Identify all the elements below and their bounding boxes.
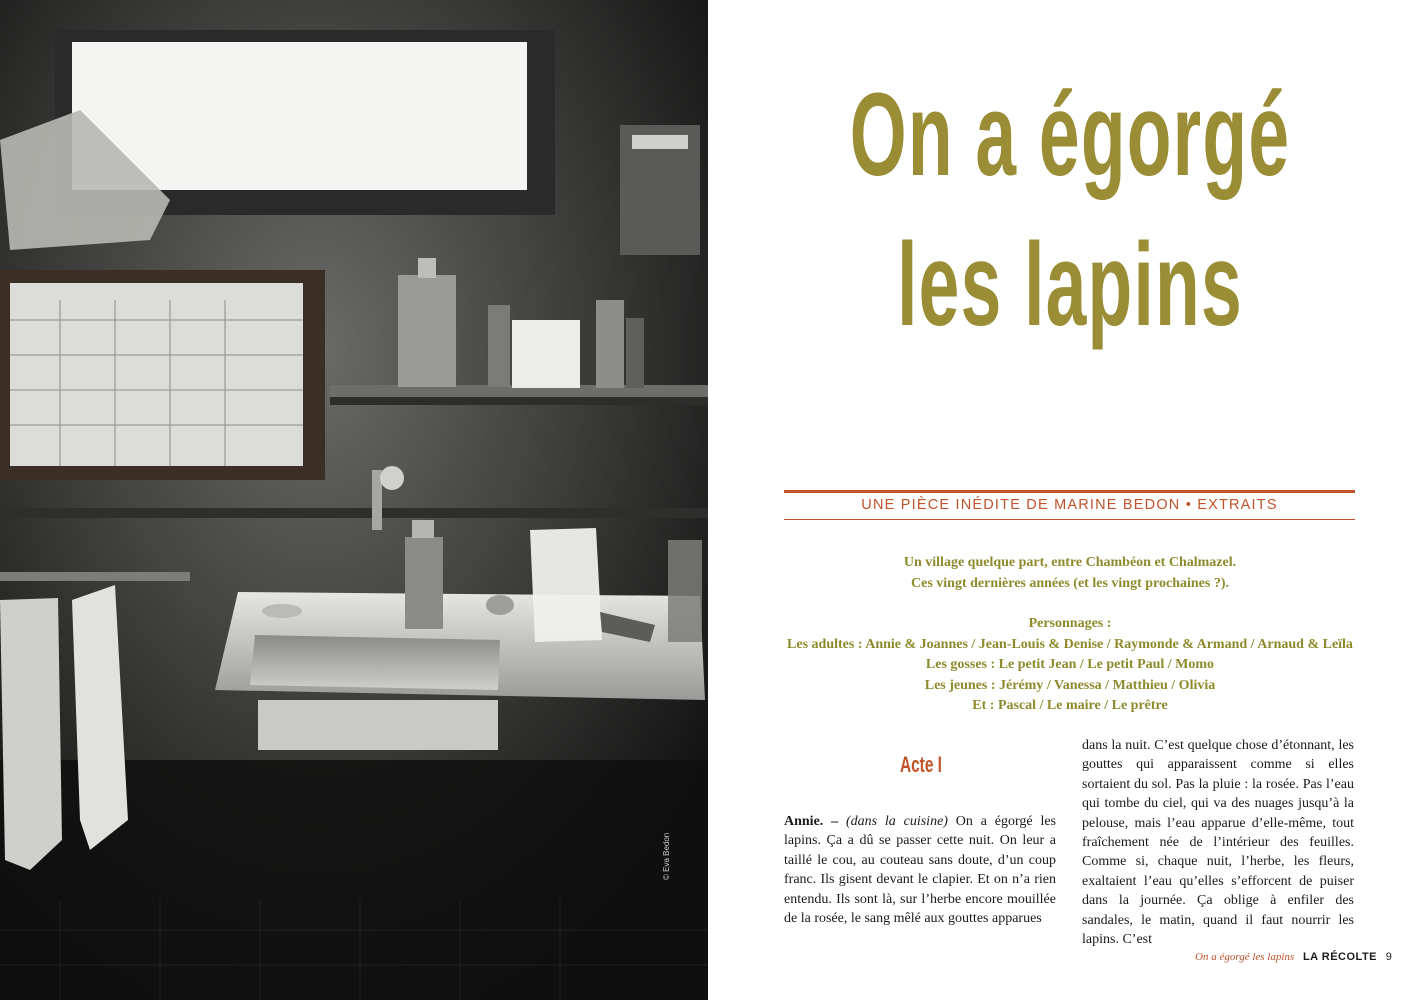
magazine-name: LA RÉCOLTE <box>1302 951 1378 963</box>
dialogue-paragraph <box>784 812 1056 928</box>
text-column-2 <box>1082 736 1354 949</box>
page-number: 9 <box>1385 951 1392 963</box>
characters-line: Les jeunes : Jérémy / Vanessa / Matthieu / Olivia <box>924 677 1216 693</box>
text-column-1 <box>784 812 1056 928</box>
characters-line: Les adultes : Annie & Joannes / Jean-Louis & Denise / Raymonde & Armand / Arnaud & Leïla <box>787 636 1353 652</box>
subtitle: UNE PIÈCE INÉDITE DE MARINE BEDON • EXTRAITS <box>861 497 1278 513</box>
setting-line: Un village quelque part, entre Chambéon et Chalmazel. <box>903 555 1237 570</box>
article-title <box>849 60 1291 360</box>
setting-line: Ces vingt dernières années (et les vingt prochaines ?). <box>911 575 1229 591</box>
photo-credit: © Eva Bedon <box>662 832 671 880</box>
subtitle-rule-bottom <box>784 519 1355 520</box>
page-footer <box>1195 951 1392 963</box>
title-line-1: On a égorgé <box>849 69 1291 201</box>
characters-line: Et : Pascal / Le maire / Le prêtre <box>972 698 1168 713</box>
photo-illustration <box>0 0 708 1000</box>
title-line-2: les lapins <box>897 219 1243 351</box>
characters-line: Les gosses : Le petit Jean / Le petit Paul / Momo <box>925 657 1215 672</box>
subtitle-rule-top <box>784 490 1355 493</box>
play-intro <box>760 553 1380 717</box>
kitchen-sink-photo <box>0 0 708 1000</box>
stage-direction: (dans la cuisine) <box>845 814 948 829</box>
act-heading: Acte I <box>900 752 942 777</box>
speaker-name: Annie. – <box>784 814 839 829</box>
spacer <box>760 594 1380 614</box>
dialogue-text: On a égorgé les lapins. Ça a dû se passer cette nuit. On leur a taillé le cou, au couteau sans doute, d’un coup franc. Ils gisent devant le clapier. Et on n’a rien entendu. Ils sont là, sur l’herbe encore mouillée de la rosée, le sang mêlé aux gouttes apparues <box>784 814 1056 927</box>
dialogue-text: dans la nuit. C’est quelque chose d’étonnant, les gouttes qui apparaissent comme si elles sortaient du sol. Pas la pluie : la rosée. Pas l’eau qui tombe du ciel, qui va des nuages jusqu’à la pelouse, mais l’eau apparue d’elle-même, tout fraîchement née de l’intérieur des feuilles. Comme si, chaque nuit, l’herbe, les fleurs, exaltaient l’eau qu’elles s’efforcent de puiser dans la journée. Ça oblige à enfiler des sandales, le matin, quand il faut nourrir les lapins. C’est <box>1082 738 1354 948</box>
characters-heading: Personnages : <box>1028 616 1112 631</box>
running-title: On a égorgé les lapins <box>1195 951 1295 963</box>
